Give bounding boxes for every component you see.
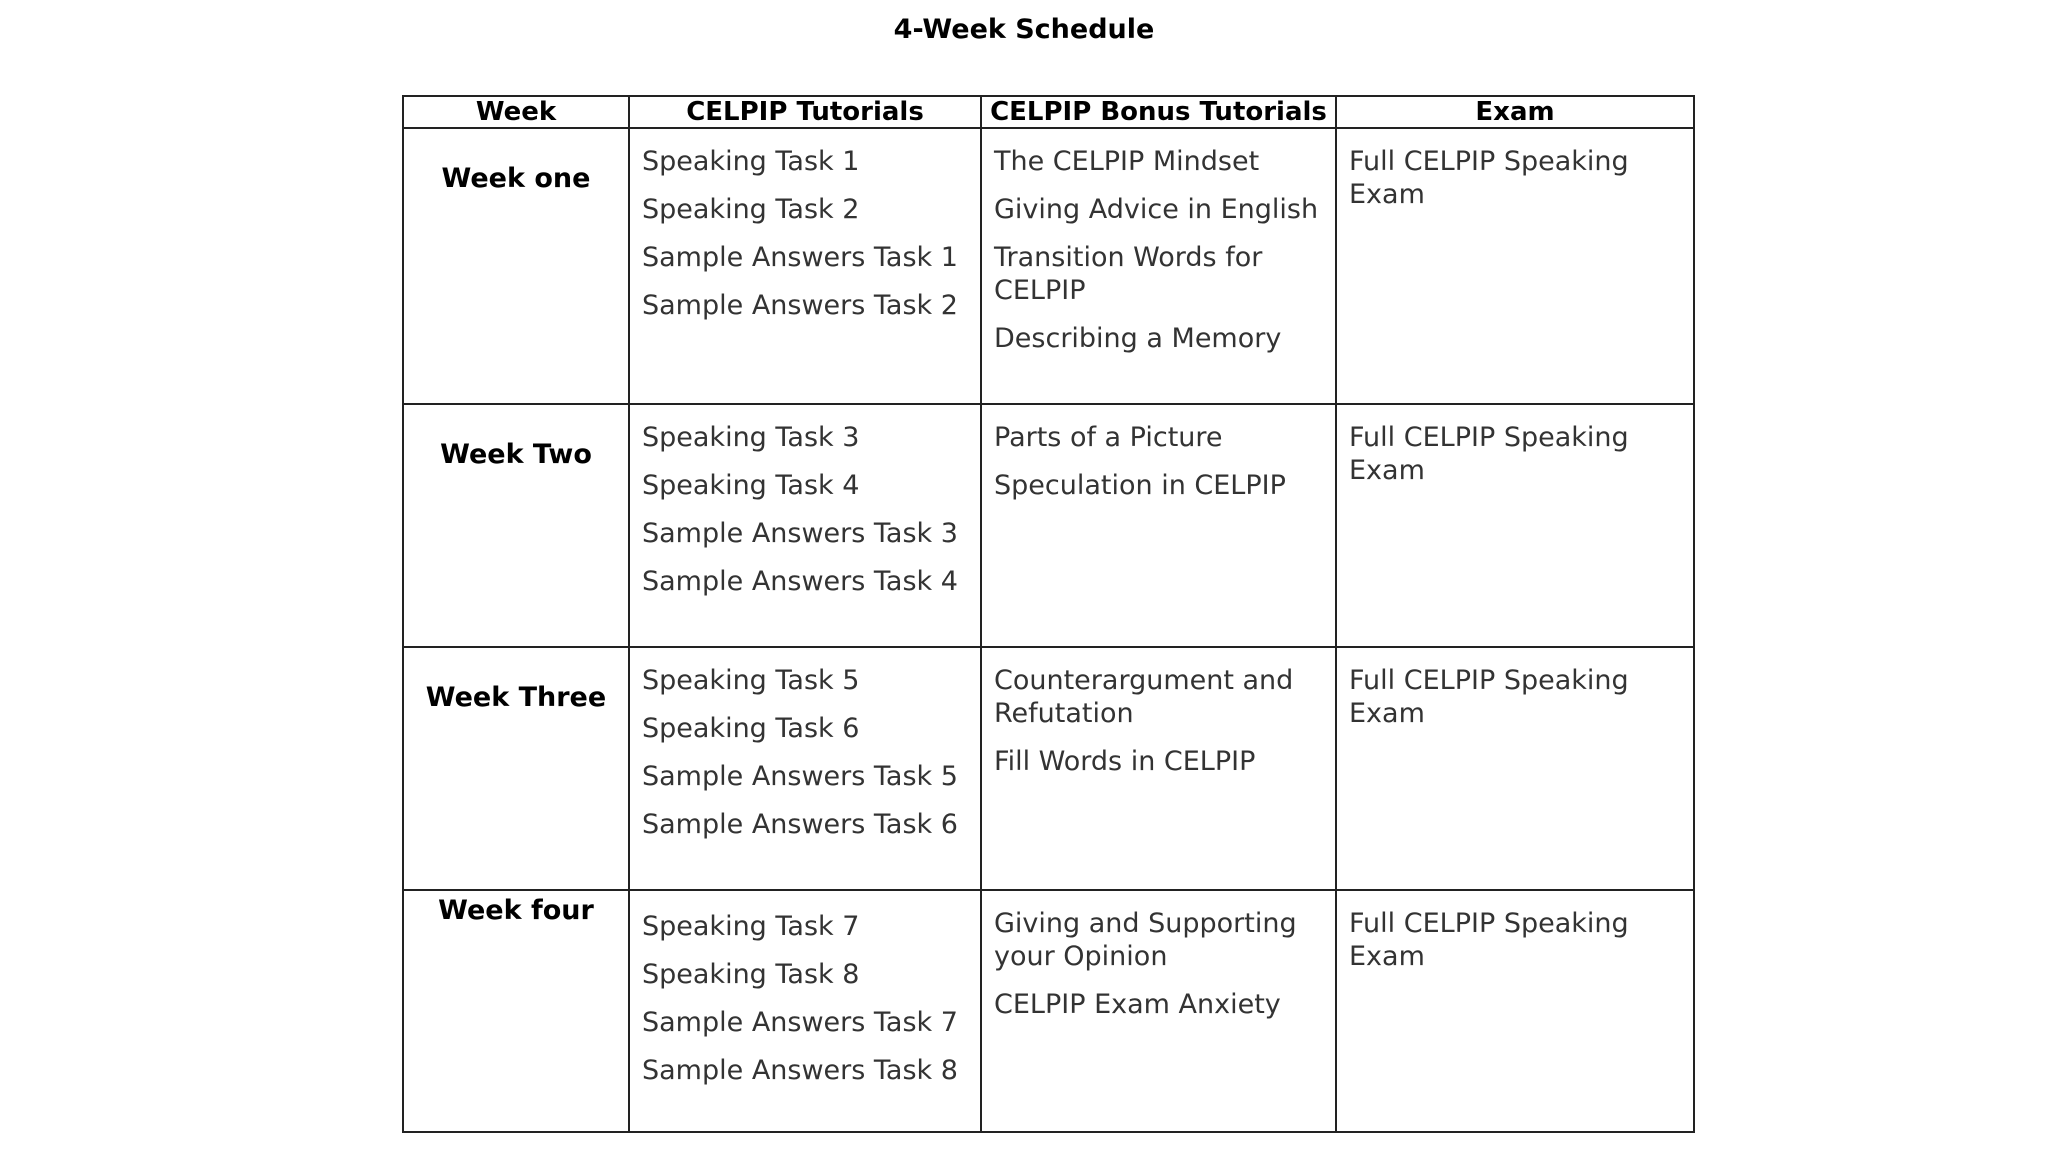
table-row	[403, 128, 1694, 404]
page-title: 4-Week Schedule	[893, 14, 1155, 45]
exam-item: Full CELPIP Speaking Exam	[1349, 908, 1629, 972]
column-header-exam: Exam	[1336, 96, 1694, 128]
tutorials-cell	[629, 890, 981, 1132]
tutorial-item: Sample Answers Task 7	[642, 1007, 958, 1038]
tutorial-item: Speaking Task 8	[642, 959, 860, 990]
bonus-tutorial-item: Describing a Memory	[994, 323, 1282, 354]
bonus-tutorial-item: Counterargument and Refutation	[994, 665, 1294, 729]
tutorial-item: Sample Answers Task 4	[642, 566, 958, 597]
bonus-tutorial-item: Fill Words in CELPIP	[994, 746, 1256, 777]
column-header-tutorials: CELPIP Tutorials	[629, 96, 981, 128]
week-label: Week Two	[403, 404, 629, 647]
table-row	[403, 890, 1694, 1132]
week-label: Week four	[403, 890, 629, 1132]
tutorials-cell	[629, 404, 981, 647]
bonus-tutorials-cell	[981, 647, 1336, 890]
tutorial-item: Sample Answers Task 5	[642, 761, 958, 792]
bonus-tutorial-item: Parts of a Picture	[994, 422, 1223, 453]
week-label: Week one	[403, 128, 629, 404]
bonus-tutorial-item: Speculation in CELPIP	[994, 470, 1286, 501]
tutorial-item: Speaking Task 4	[642, 470, 860, 501]
header-row	[403, 96, 1694, 128]
tutorial-item: Sample Answers Task 6	[642, 809, 958, 840]
tutorial-item: Speaking Task 5	[642, 665, 860, 696]
bonus-tutorial-item: The CELPIP Mindset	[994, 146, 1260, 177]
column-header-bonus-tutorials: CELPIP Bonus Tutorials	[981, 96, 1336, 128]
exam-item: Full CELPIP Speaking Exam	[1349, 146, 1629, 210]
exam-cell	[1336, 404, 1694, 647]
schedule-table	[402, 95, 1695, 1133]
tutorial-item: Sample Answers Task 2	[642, 290, 958, 321]
tutorials-cell	[629, 647, 981, 890]
bonus-tutorials-cell	[981, 404, 1336, 647]
tutorial-item: Speaking Task 3	[642, 422, 860, 453]
week-label: Week Three	[403, 647, 629, 890]
tutorial-item: Sample Answers Task 1	[642, 242, 958, 273]
exam-cell	[1336, 647, 1694, 890]
tutorial-item: Sample Answers Task 3	[642, 518, 958, 549]
tutorial-item: Speaking Task 1	[642, 146, 860, 177]
bonus-tutorials-cell	[981, 128, 1336, 404]
bonus-tutorial-item: Giving Advice in English	[994, 194, 1319, 225]
bonus-tutorial-item: Transition Words for CELPIP	[994, 242, 1263, 306]
exam-cell	[1336, 128, 1694, 404]
exam-cell	[1336, 890, 1694, 1132]
tutorial-item: Speaking Task 7	[642, 911, 860, 942]
table-row	[403, 647, 1694, 890]
column-header-week: Week	[403, 96, 629, 128]
bonus-tutorial-item: CELPIP Exam Anxiety	[994, 989, 1281, 1020]
table-row	[403, 404, 1694, 647]
tutorials-cell	[629, 128, 981, 404]
tutorial-item: Sample Answers Task 8	[642, 1055, 958, 1086]
exam-item: Full CELPIP Speaking Exam	[1349, 422, 1629, 486]
tutorial-item: Speaking Task 6	[642, 713, 860, 744]
tutorial-item: Speaking Task 2	[642, 194, 860, 225]
exam-item: Full CELPIP Speaking Exam	[1349, 665, 1629, 729]
bonus-tutorial-item: Giving and Supporting your Opinion	[994, 908, 1297, 972]
bonus-tutorials-cell	[981, 890, 1336, 1132]
